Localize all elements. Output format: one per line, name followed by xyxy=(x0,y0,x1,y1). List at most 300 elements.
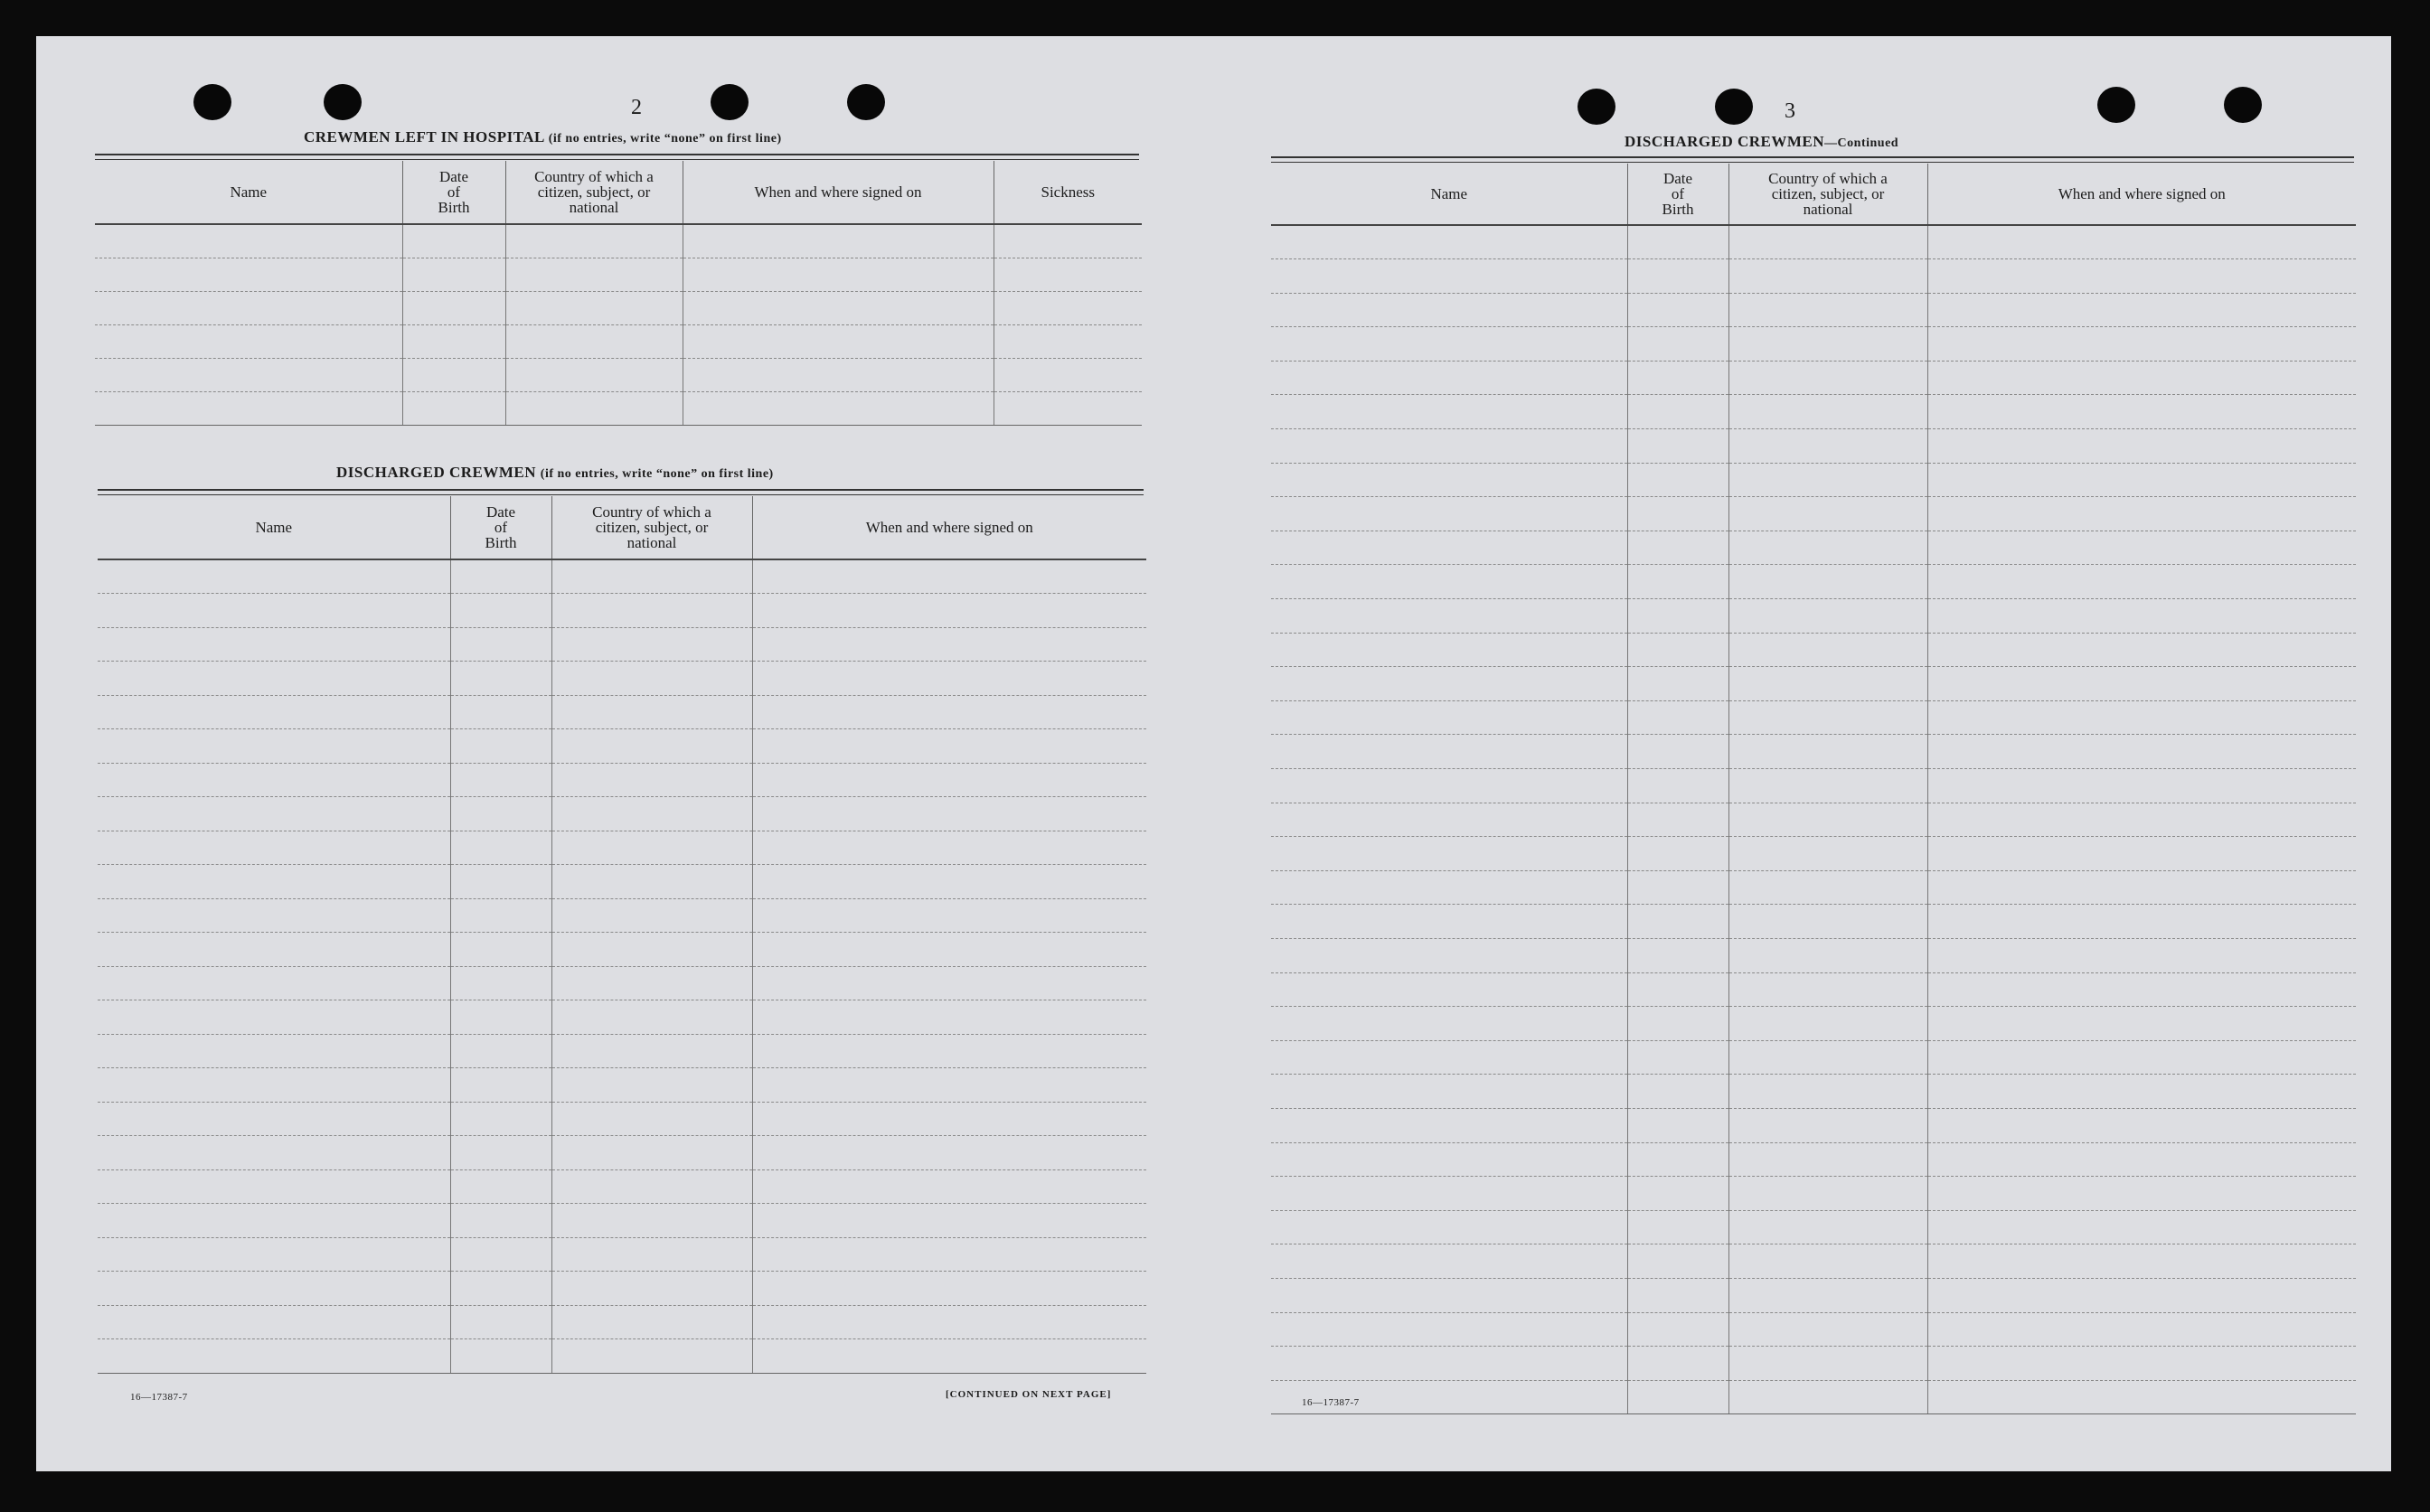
entry-field[interactable] xyxy=(551,594,752,628)
entry-field[interactable] xyxy=(1627,938,1728,972)
entry-field[interactable] xyxy=(1927,497,2356,531)
entry-field[interactable] xyxy=(1271,938,1627,972)
entry-field[interactable] xyxy=(752,594,1146,628)
entry-field[interactable] xyxy=(450,763,551,797)
entry-field[interactable] xyxy=(1728,497,1927,531)
entry-field[interactable] xyxy=(1627,361,1728,395)
punch-hole xyxy=(711,84,749,120)
entry-field[interactable] xyxy=(1728,735,1927,769)
entry-field[interactable] xyxy=(1927,633,2356,667)
entry-field[interactable] xyxy=(994,324,1142,358)
entry-field[interactable] xyxy=(450,1237,551,1272)
entry-field[interactable] xyxy=(505,258,683,291)
entry-field[interactable] xyxy=(683,324,994,358)
entry-field[interactable] xyxy=(1271,1075,1627,1109)
entry-field[interactable] xyxy=(1927,565,2356,599)
entry-field[interactable] xyxy=(551,933,752,967)
entry-field[interactable] xyxy=(1271,972,1627,1007)
entry-field[interactable] xyxy=(1927,700,2356,735)
entry-field[interactable] xyxy=(1271,1040,1627,1075)
entry-field[interactable] xyxy=(683,258,994,291)
entry-field[interactable] xyxy=(551,763,752,797)
entry-field[interactable] xyxy=(450,594,551,628)
entry-field[interactable] xyxy=(1627,1007,1728,1041)
table-row xyxy=(1271,1210,2356,1244)
entry-field[interactable] xyxy=(1728,803,1927,837)
entry-field[interactable] xyxy=(1627,395,1728,429)
entry-field[interactable] xyxy=(1627,837,1728,871)
discharged-continued-table xyxy=(1271,164,2356,1414)
entry-field[interactable] xyxy=(1927,1075,2356,1109)
entry-field[interactable] xyxy=(1271,293,1627,327)
entry-field[interactable] xyxy=(1728,225,1927,259)
entry-field[interactable] xyxy=(1927,972,2356,1007)
column-header-date-of-birth: Date of Birth xyxy=(1627,164,1728,225)
entry-field[interactable] xyxy=(1627,327,1728,362)
entry-field[interactable] xyxy=(98,831,450,865)
section-title-text: DISCHARGED CREWMEN xyxy=(1625,133,1825,150)
discharged-table xyxy=(98,496,1146,1374)
entry-field[interactable] xyxy=(98,1305,450,1339)
entry-field[interactable] xyxy=(551,797,752,831)
entry-field[interactable] xyxy=(551,627,752,662)
entry-field[interactable] xyxy=(1627,735,1728,769)
entry-field[interactable] xyxy=(1271,259,1627,294)
entry-field[interactable] xyxy=(1728,531,1927,565)
table-row xyxy=(98,898,1146,933)
entry-field[interactable] xyxy=(752,695,1146,729)
entry-field[interactable] xyxy=(1728,361,1927,395)
entry-field[interactable] xyxy=(98,1237,450,1272)
entry-field[interactable] xyxy=(98,1034,450,1068)
entry-field[interactable] xyxy=(1728,972,1927,1007)
entry-field[interactable] xyxy=(1271,905,1627,939)
entry-field[interactable] xyxy=(1728,293,1927,327)
entry-field[interactable] xyxy=(1728,769,1927,803)
entry-field[interactable] xyxy=(1627,870,1728,905)
entry-field[interactable] xyxy=(1927,870,2356,905)
entry-field[interactable] xyxy=(450,662,551,696)
punch-hole xyxy=(2097,87,2135,123)
entry-field[interactable] xyxy=(1728,463,1927,497)
entry-field[interactable] xyxy=(98,797,450,831)
entry-field[interactable] xyxy=(1271,837,1627,871)
entry-field[interactable] xyxy=(1728,565,1927,599)
column-header-country: Country of which a citizen, subject, or national xyxy=(1728,164,1927,225)
entry-field[interactable] xyxy=(1627,463,1728,497)
entry-field[interactable] xyxy=(450,1102,551,1136)
entry-field[interactable] xyxy=(95,258,402,291)
table-row xyxy=(95,224,1142,258)
punch-hole xyxy=(847,84,885,120)
entry-field[interactable] xyxy=(402,291,505,324)
entry-field[interactable] xyxy=(98,1272,450,1306)
entry-field[interactable] xyxy=(98,729,450,764)
entry-field[interactable] xyxy=(450,933,551,967)
entry-field[interactable] xyxy=(98,695,450,729)
entry-field[interactable] xyxy=(752,1000,1146,1035)
entry-field[interactable] xyxy=(1271,735,1627,769)
entry-field[interactable] xyxy=(551,662,752,696)
entry-field[interactable] xyxy=(1627,667,1728,701)
entry-field[interactable] xyxy=(450,1204,551,1238)
entry-field[interactable] xyxy=(994,391,1142,425)
section-title-discharged xyxy=(336,464,774,482)
continued-note: [CONTINUED ON NEXT PAGE] xyxy=(946,1389,1112,1400)
entry-field[interactable] xyxy=(402,358,505,391)
entry-field[interactable] xyxy=(1271,361,1627,395)
entry-field[interactable] xyxy=(1728,1278,1927,1312)
entry-field[interactable] xyxy=(1271,463,1627,497)
entry-field[interactable] xyxy=(551,1237,752,1272)
table-row xyxy=(1271,667,2356,701)
entry-field[interactable] xyxy=(450,1272,551,1306)
entry-field[interactable] xyxy=(1271,1278,1627,1312)
entry-field[interactable] xyxy=(1927,327,2356,362)
entry-field[interactable] xyxy=(752,1169,1146,1204)
entry-field[interactable] xyxy=(1627,259,1728,294)
entry-field[interactable] xyxy=(1728,633,1927,667)
entry-field[interactable] xyxy=(1627,531,1728,565)
entry-field[interactable] xyxy=(1271,429,1627,464)
entry-field[interactable] xyxy=(1271,1210,1627,1244)
entry-field[interactable] xyxy=(450,1339,551,1374)
entry-field[interactable] xyxy=(551,1136,752,1170)
entry-field[interactable] xyxy=(1728,1210,1927,1244)
entry-field[interactable] xyxy=(752,933,1146,967)
entry-field[interactable] xyxy=(1927,1347,2356,1381)
entry-field[interactable] xyxy=(1927,667,2356,701)
entry-field[interactable] xyxy=(551,1000,752,1035)
entry-field[interactable] xyxy=(98,966,450,1000)
entry-field[interactable] xyxy=(1271,1142,1627,1177)
table-row xyxy=(98,1305,1146,1339)
entry-field[interactable] xyxy=(450,627,551,662)
entry-field[interactable] xyxy=(1627,1210,1728,1244)
entry-field[interactable] xyxy=(1627,1347,1728,1381)
entry-field[interactable] xyxy=(551,559,752,594)
table-row xyxy=(98,763,1146,797)
entry-field[interactable] xyxy=(1627,293,1728,327)
entry-field[interactable] xyxy=(752,1136,1146,1170)
entry-field[interactable] xyxy=(1728,1244,1927,1279)
entry-field[interactable] xyxy=(505,391,683,425)
entry-field[interactable] xyxy=(1927,1040,2356,1075)
entry-field[interactable] xyxy=(1927,803,2356,837)
entry-field[interactable] xyxy=(98,1000,450,1035)
entry-field[interactable] xyxy=(752,831,1146,865)
entry-field[interactable] xyxy=(1271,1244,1627,1279)
entry-field[interactable] xyxy=(1627,1312,1728,1347)
entry-field[interactable] xyxy=(95,224,402,258)
entry-field[interactable] xyxy=(551,1339,752,1374)
entry-field[interactable] xyxy=(1927,1108,2356,1142)
entry-field[interactable] xyxy=(95,358,402,391)
entry-field[interactable] xyxy=(1728,1177,1927,1211)
entry-field[interactable] xyxy=(1627,1040,1728,1075)
entry-field[interactable] xyxy=(1728,870,1927,905)
entry-field[interactable] xyxy=(752,1237,1146,1272)
entry-field[interactable] xyxy=(450,729,551,764)
entry-field[interactable] xyxy=(1927,735,2356,769)
entry-field[interactable] xyxy=(450,1169,551,1204)
entry-field[interactable] xyxy=(1627,429,1728,464)
table-row xyxy=(98,1272,1146,1306)
entry-field[interactable] xyxy=(1728,938,1927,972)
entry-field[interactable] xyxy=(683,224,994,258)
entry-field[interactable] xyxy=(1271,1177,1627,1211)
entry-field[interactable] xyxy=(1728,599,1927,634)
entry-field[interactable] xyxy=(752,865,1146,899)
entry-field[interactable] xyxy=(1271,531,1627,565)
entry-field[interactable] xyxy=(752,1068,1146,1103)
entry-field[interactable] xyxy=(1927,1380,2356,1414)
entry-field[interactable] xyxy=(994,291,1142,324)
table-row xyxy=(1271,1380,2356,1414)
entry-field[interactable] xyxy=(1927,905,2356,939)
entry-field[interactable] xyxy=(505,324,683,358)
entry-field[interactable] xyxy=(994,358,1142,391)
hospital-table xyxy=(95,161,1142,426)
entry-field[interactable] xyxy=(505,224,683,258)
entry-field[interactable] xyxy=(1271,1312,1627,1347)
entry-field[interactable] xyxy=(1728,429,1927,464)
entry-field[interactable] xyxy=(1927,1007,2356,1041)
entry-field[interactable] xyxy=(752,898,1146,933)
entry-field[interactable] xyxy=(1271,225,1627,259)
entry-field[interactable] xyxy=(1927,1177,2356,1211)
entry-field[interactable] xyxy=(450,966,551,1000)
entry-field[interactable] xyxy=(1728,837,1927,871)
entry-field[interactable] xyxy=(1271,395,1627,429)
entry-field[interactable] xyxy=(752,966,1146,1000)
entry-field[interactable] xyxy=(450,695,551,729)
entry-field[interactable] xyxy=(551,729,752,764)
entry-field[interactable] xyxy=(98,627,450,662)
entry-field[interactable] xyxy=(551,1068,752,1103)
entry-field[interactable] xyxy=(551,831,752,865)
table-row xyxy=(98,627,1146,662)
punch-hole xyxy=(193,84,231,120)
entry-field[interactable] xyxy=(1271,803,1627,837)
entry-field[interactable] xyxy=(1627,972,1728,1007)
entry-field[interactable] xyxy=(1627,599,1728,634)
table-row xyxy=(95,391,1142,425)
entry-field[interactable] xyxy=(1927,1142,2356,1177)
entry-field[interactable] xyxy=(994,224,1142,258)
entry-field[interactable] xyxy=(551,1034,752,1068)
entry-field[interactable] xyxy=(752,797,1146,831)
entry-field[interactable] xyxy=(551,1102,752,1136)
entry-field[interactable] xyxy=(1271,327,1627,362)
entry-field[interactable] xyxy=(1728,395,1927,429)
table-row xyxy=(1271,769,2356,803)
entry-field[interactable] xyxy=(752,1204,1146,1238)
entry-field[interactable] xyxy=(402,391,505,425)
entry-field[interactable] xyxy=(1271,599,1627,634)
entry-field[interactable] xyxy=(98,763,450,797)
entry-field[interactable] xyxy=(1271,1108,1627,1142)
entry-field[interactable] xyxy=(1927,293,2356,327)
entry-field[interactable] xyxy=(1728,327,1927,362)
entry-field[interactable] xyxy=(551,1204,752,1238)
entry-field[interactable] xyxy=(1927,463,2356,497)
entry-field[interactable] xyxy=(98,1102,450,1136)
entry-field[interactable] xyxy=(1627,1278,1728,1312)
entry-field[interactable] xyxy=(1927,429,2356,464)
entry-field[interactable] xyxy=(450,865,551,899)
entry-field[interactable] xyxy=(994,258,1142,291)
entry-field[interactable] xyxy=(1271,667,1627,701)
table-row xyxy=(95,324,1142,358)
entry-field[interactable] xyxy=(1627,700,1728,735)
entry-field[interactable] xyxy=(683,391,994,425)
entry-field[interactable] xyxy=(1728,1007,1927,1041)
entry-field[interactable] xyxy=(1728,1108,1927,1142)
table-row xyxy=(1271,463,2356,497)
entry-field[interactable] xyxy=(752,662,1146,696)
table-row xyxy=(98,933,1146,967)
entry-field[interactable] xyxy=(1927,225,2356,259)
entry-field[interactable] xyxy=(752,763,1146,797)
table-row xyxy=(1271,327,2356,362)
entry-field[interactable] xyxy=(1927,361,2356,395)
entry-field[interactable] xyxy=(551,1169,752,1204)
entry-field[interactable] xyxy=(1728,1347,1927,1381)
entry-field[interactable] xyxy=(98,1136,450,1170)
entry-field[interactable] xyxy=(1271,1007,1627,1041)
entry-field[interactable] xyxy=(1927,1210,2356,1244)
entry-field[interactable] xyxy=(551,865,752,899)
entry-field[interactable] xyxy=(402,258,505,291)
entry-field[interactable] xyxy=(1927,837,2356,871)
table-row xyxy=(1271,293,2356,327)
entry-field[interactable] xyxy=(98,898,450,933)
entry-field[interactable] xyxy=(450,1034,551,1068)
entry-field[interactable] xyxy=(98,594,450,628)
entry-field[interactable] xyxy=(1728,700,1927,735)
entry-field[interactable] xyxy=(1728,1142,1927,1177)
entry-field[interactable] xyxy=(1728,1380,1927,1414)
entry-field[interactable] xyxy=(1627,1380,1728,1414)
entry-field[interactable] xyxy=(1627,905,1728,939)
entry-field[interactable] xyxy=(1627,1075,1728,1109)
entry-field[interactable] xyxy=(98,559,450,594)
entry-field[interactable] xyxy=(1271,870,1627,905)
entry-field[interactable] xyxy=(551,695,752,729)
entry-field[interactable] xyxy=(1927,259,2356,294)
entry-field[interactable] xyxy=(1728,1312,1927,1347)
entry-field[interactable] xyxy=(1627,1244,1728,1279)
entry-field[interactable] xyxy=(450,1305,551,1339)
entry-field[interactable] xyxy=(1271,497,1627,531)
entry-field[interactable] xyxy=(1627,497,1728,531)
entry-field[interactable] xyxy=(752,1102,1146,1136)
entry-field[interactable] xyxy=(1927,531,2356,565)
entry-field[interactable] xyxy=(1728,905,1927,939)
entry-field[interactable] xyxy=(683,291,994,324)
entry-field[interactable] xyxy=(1927,599,2356,634)
entry-field[interactable] xyxy=(98,1068,450,1103)
entry-field[interactable] xyxy=(1627,1177,1728,1211)
entry-field[interactable] xyxy=(98,865,450,899)
entry-field[interactable] xyxy=(1927,1312,2356,1347)
entry-field[interactable] xyxy=(95,291,402,324)
entry-field[interactable] xyxy=(402,324,505,358)
column-header-name: Name xyxy=(95,161,402,224)
entry-field[interactable] xyxy=(450,831,551,865)
entry-field[interactable] xyxy=(1271,633,1627,667)
entry-field[interactable] xyxy=(98,1204,450,1238)
entry-field[interactable] xyxy=(1728,1040,1927,1075)
entry-field[interactable] xyxy=(752,627,1146,662)
entry-field[interactable] xyxy=(450,1136,551,1170)
entry-field[interactable] xyxy=(98,933,450,967)
entry-field[interactable] xyxy=(450,1000,551,1035)
entry-field[interactable] xyxy=(551,898,752,933)
entry-field[interactable] xyxy=(1271,1347,1627,1381)
entry-field[interactable] xyxy=(752,1272,1146,1306)
entry-field[interactable] xyxy=(1728,667,1927,701)
entry-field[interactable] xyxy=(752,729,1146,764)
entry-field[interactable] xyxy=(1927,1244,2356,1279)
entry-field[interactable] xyxy=(1927,938,2356,972)
entry-field[interactable] xyxy=(450,898,551,933)
column-header-country: Country of which a citizen, subject, or national xyxy=(505,161,683,224)
entry-field[interactable] xyxy=(450,797,551,831)
entry-field[interactable] xyxy=(1271,700,1627,735)
entry-field[interactable] xyxy=(1627,633,1728,667)
entry-field[interactable] xyxy=(1927,1278,2356,1312)
entry-field[interactable] xyxy=(98,1339,450,1374)
entry-field[interactable] xyxy=(450,559,551,594)
entry-field[interactable] xyxy=(1728,1075,1927,1109)
section-title-hospital xyxy=(304,128,782,146)
entry-field[interactable] xyxy=(95,391,402,425)
entry-field[interactable] xyxy=(1271,565,1627,599)
entry-field[interactable] xyxy=(1627,1142,1728,1177)
section-instruction: (if no entries, write “none” on first line) xyxy=(540,467,774,481)
page-number: 2 xyxy=(631,96,642,119)
entry-field[interactable] xyxy=(1627,225,1728,259)
entry-field[interactable] xyxy=(1271,769,1627,803)
entry-field[interactable] xyxy=(551,1305,752,1339)
entry-field[interactable] xyxy=(551,966,752,1000)
entry-field[interactable] xyxy=(752,559,1146,594)
entry-field[interactable] xyxy=(98,662,450,696)
entry-field[interactable] xyxy=(551,1272,752,1306)
entry-field[interactable] xyxy=(450,1068,551,1103)
entry-field[interactable] xyxy=(752,1034,1146,1068)
table-row xyxy=(1271,531,2356,565)
entry-field[interactable] xyxy=(752,1305,1146,1339)
entry-field[interactable] xyxy=(1927,395,2356,429)
table-row xyxy=(1271,1108,2356,1142)
entry-field[interactable] xyxy=(1627,565,1728,599)
entry-field[interactable] xyxy=(98,1169,450,1204)
entry-field[interactable] xyxy=(402,224,505,258)
entry-field[interactable] xyxy=(95,324,402,358)
entry-field[interactable] xyxy=(505,358,683,391)
entry-field[interactable] xyxy=(683,358,994,391)
entry-field[interactable] xyxy=(1627,1108,1728,1142)
entry-field[interactable] xyxy=(1627,803,1728,837)
entry-field[interactable] xyxy=(1728,259,1927,294)
entry-field[interactable] xyxy=(1927,769,2356,803)
entry-field[interactable] xyxy=(505,291,683,324)
entry-field[interactable] xyxy=(752,1339,1146,1374)
entry-field[interactable] xyxy=(1627,769,1728,803)
